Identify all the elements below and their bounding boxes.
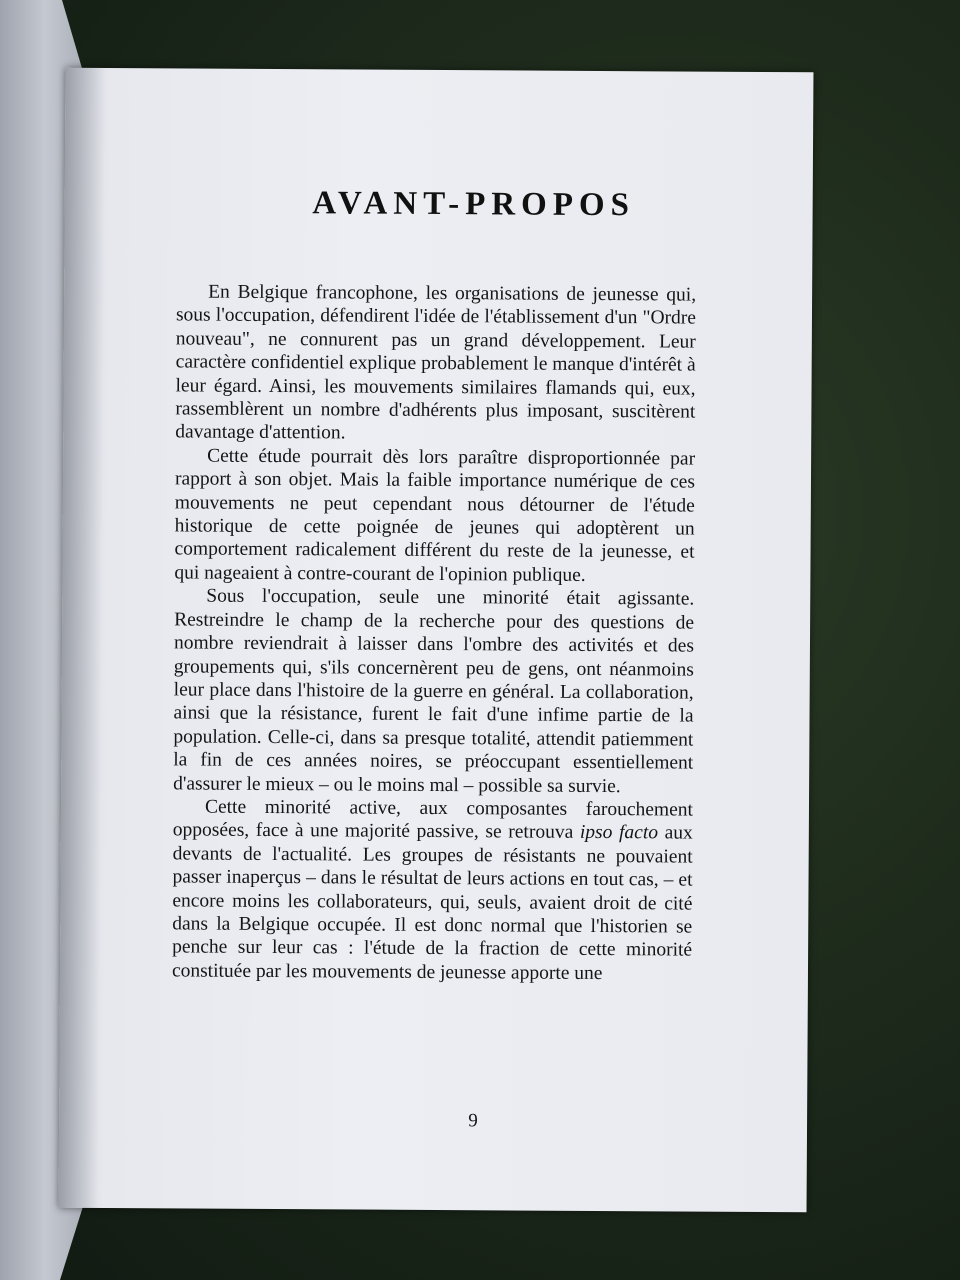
chapter-title: AVANT-PROPOS (312, 185, 636, 224)
paragraph: Cette étude pourrait dès lors paraître disproportionnée par rapport à son objet. Mais la faible importance numérique de ces mouvements ne peut cependant nous détourner de l'étude historique de cette poignée de jeunes qui adoptèrent un comportement radicalement différent du reste de la jeunesse, et qui nageaient à contre-courant de l'opinion publique. (174, 445, 696, 586)
paragraph: En Belgique francophone, les organisations de jeunesse qui, sous l'occupation, défendirent l'idée de l'établissement d'un "Ordre nouveau", ne connurent pas un grand développement. Leur caractère confidentiel explique probablement le manque d'intérêt à leur égard. Ainsi, les mouvements similaires flamands qui, eux, rassemblèrent un nombre d'adhérents plus imposant, suscitèrent davantage d'attention. (175, 281, 697, 444)
paragraph-text: Cette minorité active, aux composantes farouchement opposées, face à une majorité passive, se retrouva (172, 796, 694, 844)
book-page (59, 68, 814, 1213)
italic-phrase: ipso facto (579, 822, 659, 844)
paragraph: Sous l'occupation, seule une minorité était agissante. Restreindre le champ de la recherche pour des questions de nombre reviendrait à laisser dans l'ombre des activités et des groupements qui, s'ils concernèrent peu de gens, ont néanmoins leur place dans l'histoire de la guerre en général. La collaboration, ainsi que la résistance, furent le fait d'une infime partie de la population. Celle-ci, dans sa presque totalité, attendit patiemment la fin de ces années noires, se préoccupant essentiellement d'assurer le mieux – ou le moins mal – possible sa survie. (173, 585, 695, 797)
page-number: 9 (468, 1110, 478, 1132)
body-text (172, 280, 696, 985)
paragraph-text: aux devants de l'actualité. Les groupes de résistants ne pouvaient passer inaperçus – dans le résultat de leurs actions en tout cas, – et encore moins les collaborateurs, qui, seuls, avaient droit de cité dans la Belgique occupée. Il est donc normal que l'historien se penche sur leur cas : l'étude de la fraction de cette minorité constituée par les mouvements de jeunesse apporte une (171, 822, 693, 984)
paragraph (172, 795, 693, 985)
